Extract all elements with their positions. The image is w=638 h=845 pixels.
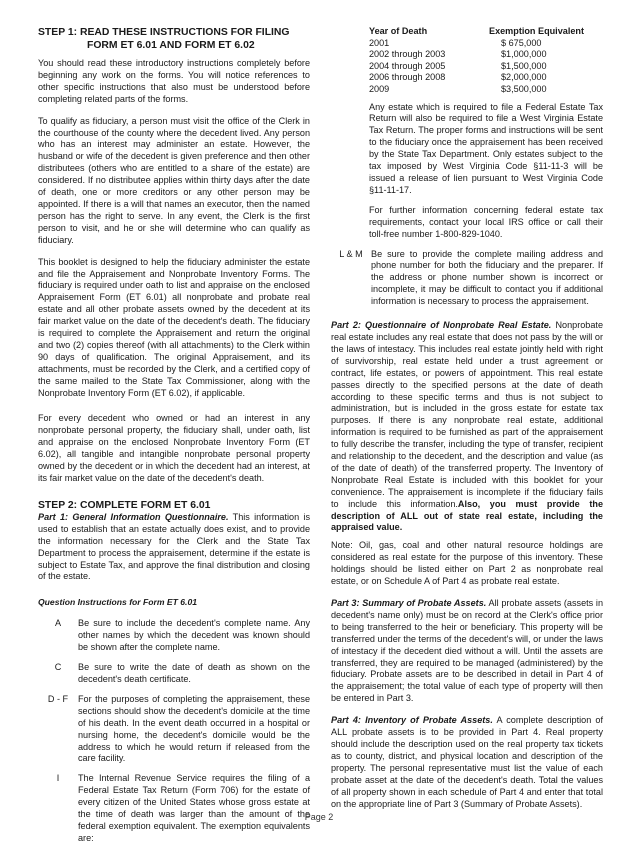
question-key: I bbox=[56, 773, 60, 784]
step1-heading-line1: STEP 1: READ THESE INSTRUCTIONS FOR FILING bbox=[38, 27, 290, 38]
table-cell-year: 2004 through 2005 bbox=[369, 60, 446, 71]
intro-paragraph: You should read these introductory instructions completely before beginning any work on the forms. You will notice references to other specific instructions that also must be understood before completing related parts of the forms. bbox=[38, 58, 310, 104]
part2-paragraph bbox=[331, 320, 603, 534]
table-row bbox=[369, 49, 584, 61]
irs-contact-paragraph: For further information concerning federal estate tax requirements, contact your local IRS office or call their toll-free number 1-800-829-1040. bbox=[369, 204, 603, 239]
question-text: For the purposes of completing the appraisement, these sections should show the decedent's domicile at the time of his death. In the event death occurred in a hospital or nursing home, the decedent's domicile would be the address to which he would return if released from the care facility. bbox=[78, 693, 310, 764]
page-number: Page 2 bbox=[304, 812, 334, 822]
natural-resources-note: Note: Oil, gas, coal and other natural resource holdings are considered as real estate for the purpose of this inventory. These holdings should be listed either on Part 2 as nonprobate real estate, or on Schedule A of Part 4 as probate real estate. bbox=[331, 540, 603, 587]
table-cell-year: 2002 through 2003 bbox=[369, 49, 446, 60]
table-header-row bbox=[369, 26, 584, 38]
question-item-c bbox=[38, 662, 310, 686]
left-column bbox=[38, 26, 310, 845]
step1-heading bbox=[38, 26, 310, 52]
table-row bbox=[369, 84, 584, 96]
part1-paragraph bbox=[38, 512, 310, 583]
step2-heading: STEP 2: COMPLETE FORM ET 6.01 bbox=[38, 499, 211, 511]
question-item-a bbox=[38, 618, 310, 654]
question-item-l-m bbox=[331, 249, 603, 309]
booklet-purpose-paragraph: This booklet is designed to help the fiduciary administer the estate and file the Appraisement and Nonprobate Inventory Forms. The fiduciary is required under oath to list and appraise on the enclosed Appraisement Form (ET 6.01) all nonprobate and probate real estate and all other probate assets owned by the decedent at its fair market value on the date of the decedent's death. The fiduciary is required to complete the Appraisement and return the original and two (2) copies thereof (with all attachments) to the Clerk within 90 days of qualification. The original Appraisement, and its attachments, must be recorded by the Clerk, and a certified copy of the same mailed to the State Tax Commissioner, along with the Nonprobate Inventory Form (ET 6.02), if applicable. bbox=[38, 256, 310, 398]
step1-heading-line2: FORM ET 6.01 AND FORM ET 6.02 bbox=[87, 40, 255, 51]
question-text: The Internal Revenue Service requires the filing of a Federal Estate Tax Return (Form 706) for the estate of every citizen of the United States whose gross estate at the time of death was larger than the amount of the federal exemption equivalent. The exemption equivalents are: bbox=[78, 773, 310, 843]
table-cell-amount: $ 675,000 bbox=[501, 37, 542, 48]
table-cell-amount: $1,500,000 bbox=[501, 60, 547, 71]
part2-body: Nonprobate real estate includes any real estate that does not pass by the will or the laws of intestacy. This includes real estate jointly held with right of survivorship, real estate held under a trust agreement or contract, life estates, or powers of appointment. This real estate passes directly to the specified persons at the date of death according to these specific terms and thus is not subject to administration, but is included in the gross estate for estate tax purposes. If there is any nonprobate real estate, additional information is required to be furnished as part of the appraisement to fully describe the transfer, including the type of transfer, recipient and relationship to the decedent, and the description and value (as of the date of death) of the transferred property. The Inventory of Nonprobate Real Estate is included with this booklet for your convenience. The appraisement is incomplete if the fiduciary fails to include this information. bbox=[331, 320, 603, 509]
federal-estate-tax-paragraph: Any estate which is required to file a Federal Estate Tax Return will also be required to file a West Virginia Estate Tax Return. The proper forms and instructions will be sent to the fiduciary once the appraisement has been received by the State Tax Department. Only estates subject to the tax imposed by West Virginia Code §11-11-3 will be issued a release of lien pursuant to West Virginia Code §11-11-17. bbox=[369, 101, 603, 195]
exemption-table bbox=[369, 26, 584, 96]
nonprobate-personal-property-paragraph: For every decedent who owned or had an interest in any nonprobate personal property, the fiduciary shall, under oath, list and appraise on the enclosed Nonprobate Inventory Form (ET 6.02), all tangible and intangible nonprobate personal property owned by the decedent or in which the decedent had an interest, at its fair market value on the date of the decedent's death. bbox=[38, 413, 310, 483]
part2-bold-note: Also, you must provide the description of ALL out of state real estate, including the appraised value. bbox=[331, 498, 603, 533]
part3-heading: Part 3: Summary of Probate Assets. bbox=[331, 598, 487, 608]
part2-heading: Part 2: Questionnaire of Nonprobate Real Estate. bbox=[331, 320, 552, 331]
question-item-d-f bbox=[38, 694, 310, 765]
question-text: Be sure to include the decedent's complete name. Any other names by which the decedent was known should be shown after the complete name. bbox=[78, 618, 310, 653]
right-column bbox=[331, 26, 603, 810]
table-row bbox=[369, 72, 584, 84]
question-item-i bbox=[38, 773, 310, 844]
column-header-exemption: Exemption Equivalent bbox=[489, 26, 584, 36]
table-cell-year: 2001 bbox=[369, 37, 390, 48]
question-key: C bbox=[54, 662, 62, 673]
column-header-year: Year of Death bbox=[369, 26, 428, 36]
questions-heading: Question Instructions for Form ET 6.01 bbox=[38, 597, 198, 608]
question-key: L & M bbox=[339, 248, 363, 259]
question-key: A bbox=[54, 618, 62, 629]
question-key: D - F bbox=[47, 693, 69, 704]
table-cell-year: 2006 through 2008 bbox=[369, 72, 446, 83]
table-cell-amount: $2,000,000 bbox=[501, 72, 547, 83]
fiduciary-qualification-paragraph: To qualify as fiduciary, a person must visit the office of the Clerk in the courthouse of the county where the decedent lived. Any person who has an interest may administer an estate. However, the husband or wife of the decedent is given preference and then other distributees (others who are entitled to a share of the estate) are considered. If no distributee applies within thirty days after the date of death, one or more creditors or any other person may be appointed. If there is a will that names an executor, then the named person has the right to serve. In any event, the Clerk is the first person to visit, and he or she will determine who can qualify as fiduciary. bbox=[38, 115, 310, 245]
table-cell-amount: $1,000,000 bbox=[501, 49, 547, 60]
table-cell-year: 2009 bbox=[369, 83, 390, 94]
part1-body: This information is used to establish that an estate actually does exist, and to provide the information necessary for the Clerk and the State Tax Department to process the appraisement, determine if the estate is subject to Estate Tax, and approve the final distribution and closing of the estate. bbox=[38, 511, 310, 582]
question-text: Be sure to provide the complete mailing address and phone number for both the fiduciary and the preparer. If the address or phone number shown is incorrect or incomplete, it may be difficult to contact you if additional information is necessary to process the appraisement. bbox=[371, 248, 603, 307]
table-row bbox=[369, 61, 584, 73]
part4-body: A complete description of ALL probate assets is to be provided in Part 4. Real property should include the description used on the real property tax tickets as to county, district, and physical location and description of the property. The personal representative must list the value of each probate asset at the date of the decedent's death. Total the values of all property shown in each schedule of Part 4 and enter that total on the appropriate line of Part 3 (Summary of Probate Assets). bbox=[331, 715, 603, 809]
part4-paragraph bbox=[331, 715, 603, 810]
table-cell-amount: $3,500,000 bbox=[501, 83, 547, 94]
part1-heading: Part 1: General Information Questionnaire. bbox=[38, 511, 229, 522]
part3-paragraph bbox=[331, 598, 603, 705]
table-row bbox=[369, 38, 584, 50]
part3-body: All probate assets (assets in decedent's name only) must be on record at the Clerk's office prior to being transferred to the heir or beneficiary. This property will be transferred under the terms of the decedent's will, or under the laws of intestacy if the decedent died without a will. Until the assets are transferred, they are required to be managed (administered) by the fiduciary. Probate assets are to be described in detail in Part 4 of the appraisement; the total value of each type of property will then be entered in Part 3. bbox=[331, 598, 603, 704]
question-text: Be sure to write the date of death as shown on the decedent's death certificate. bbox=[78, 662, 310, 684]
part4-heading: Part 4: Inventory of Probate Assets. bbox=[331, 715, 493, 726]
